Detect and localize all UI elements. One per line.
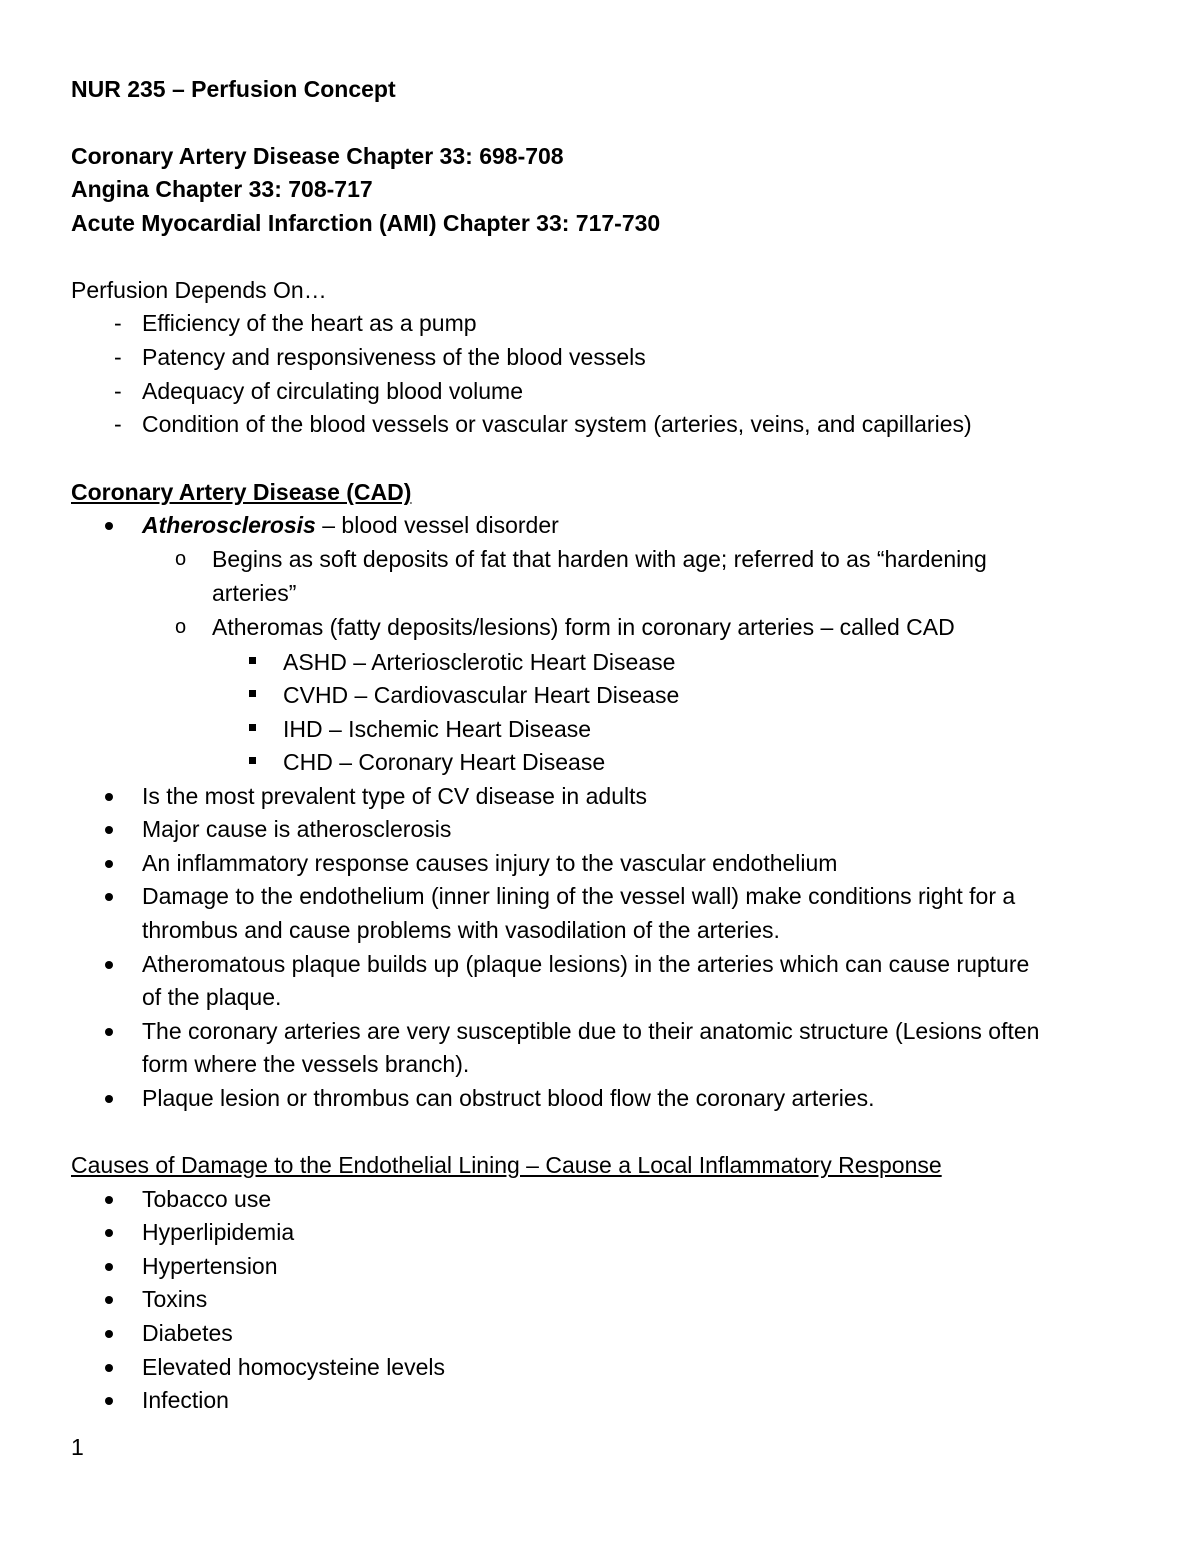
dash-marker: - — [114, 310, 122, 336]
cause-item: Hypertension — [142, 1253, 278, 1279]
perfusion-intro: Perfusion Depends On… — [71, 277, 327, 303]
atherosclerosis-item — [142, 510, 559, 540]
disease-item: ASHD – Arteriosclerotic Heart Disease — [283, 649, 676, 675]
sub-item-continuation: arteries” — [212, 580, 297, 606]
circle-marker: o — [175, 616, 187, 638]
bullet-icon — [105, 1397, 113, 1405]
chapter-line: Acute Myocardial Infarction (AMI) Chapter 33: 717-730 — [71, 210, 661, 236]
bullet-icon — [105, 1296, 113, 1304]
circle-marker: o — [175, 548, 187, 570]
disease-item: IHD – Ischemic Heart Disease — [283, 716, 592, 742]
cause-item: Hyperlipidemia — [142, 1219, 295, 1245]
bullet-icon — [105, 1095, 113, 1103]
square-bullet-icon — [249, 757, 256, 764]
perfusion-item: Condition of the blood vessels or vascular system (arteries, veins, and capillaries) — [142, 411, 972, 437]
square-bullet-icon — [249, 724, 256, 731]
cad-bullet: Plaque lesion or thrombus can obstruct blood flow the coronary arteries. — [142, 1085, 875, 1111]
perfusion-item: Efficiency of the heart as a pump — [142, 310, 477, 336]
bullet-icon — [105, 961, 113, 969]
section-heading-cad: Coronary Artery Disease (CAD) — [71, 479, 412, 505]
bullet-icon — [105, 1229, 113, 1237]
bullet-icon — [105, 1028, 113, 1036]
bullet-icon — [105, 860, 113, 868]
page-number: 1 — [71, 1434, 84, 1460]
bullet-icon — [105, 826, 113, 834]
square-bullet-icon — [249, 657, 256, 664]
dash-marker: - — [114, 411, 122, 437]
cause-item: Toxins — [142, 1286, 208, 1312]
sub-item: Atheromas (fatty deposits/lesions) form in coronary arteries – called CAD — [212, 614, 955, 640]
square-bullet-icon — [249, 690, 256, 697]
dash-marker: - — [114, 378, 122, 404]
document-title: NUR 235 – Perfusion Concept — [71, 76, 396, 102]
bullet-icon — [105, 522, 113, 530]
cad-bullet: Major cause is atherosclerosis — [142, 816, 452, 842]
bullet-icon — [105, 893, 113, 901]
cad-bullet: Damage to the endothelium (inner lining of the vessel wall) make conditions right for a — [142, 883, 1016, 909]
bullet-icon — [105, 1364, 113, 1372]
cad-bullet: The coronary arteries are very susceptible due to their anatomic structure (Lesions often — [142, 1018, 1040, 1044]
cause-item: Tobacco use — [142, 1186, 272, 1212]
bullet-icon — [105, 1196, 113, 1204]
cause-item: Infection — [142, 1387, 229, 1413]
cad-bullet-continuation: thrombus and cause problems with vasodilation of the arteries. — [142, 917, 780, 943]
chapter-line: Coronary Artery Disease Chapter 33: 698-708 — [71, 143, 564, 169]
disease-item: CHD – Coronary Heart Disease — [283, 749, 606, 775]
atherosclerosis-desc: – blood vessel disorder — [315, 512, 559, 538]
bullet-icon — [105, 1263, 113, 1271]
cause-item: Diabetes — [142, 1320, 233, 1346]
disease-item: CVHD – Cardiovascular Heart Disease — [283, 682, 680, 708]
perfusion-item: Patency and responsiveness of the blood vessels — [142, 344, 646, 370]
cause-item: Elevated homocysteine levels — [142, 1354, 445, 1380]
cad-bullet: Is the most prevalent type of CV disease in adults — [142, 783, 647, 809]
bullet-icon — [105, 1330, 113, 1338]
cad-bullet: Atheromatous plaque builds up (plaque lesions) in the arteries which can cause rupture — [142, 951, 1030, 977]
sub-item: Begins as soft deposits of fat that harden with age; referred to as “hardening — [212, 546, 987, 572]
bullet-icon — [105, 793, 113, 801]
chapter-line: Angina Chapter 33: 708-717 — [71, 176, 373, 202]
cad-bullet-continuation: form where the vessels branch). — [142, 1051, 470, 1077]
dash-marker: - — [114, 344, 122, 370]
perfusion-item: Adequacy of circulating blood volume — [142, 378, 524, 404]
section-heading-causes: Causes of Damage to the Endothelial Lining – Cause a Local Inflammatory Response — [71, 1152, 942, 1178]
atherosclerosis-term: Atherosclerosis — [142, 512, 316, 538]
cad-bullet-continuation: of the plaque. — [142, 984, 282, 1010]
cad-bullet: An inflammatory response causes injury to the vascular endothelium — [142, 850, 838, 876]
